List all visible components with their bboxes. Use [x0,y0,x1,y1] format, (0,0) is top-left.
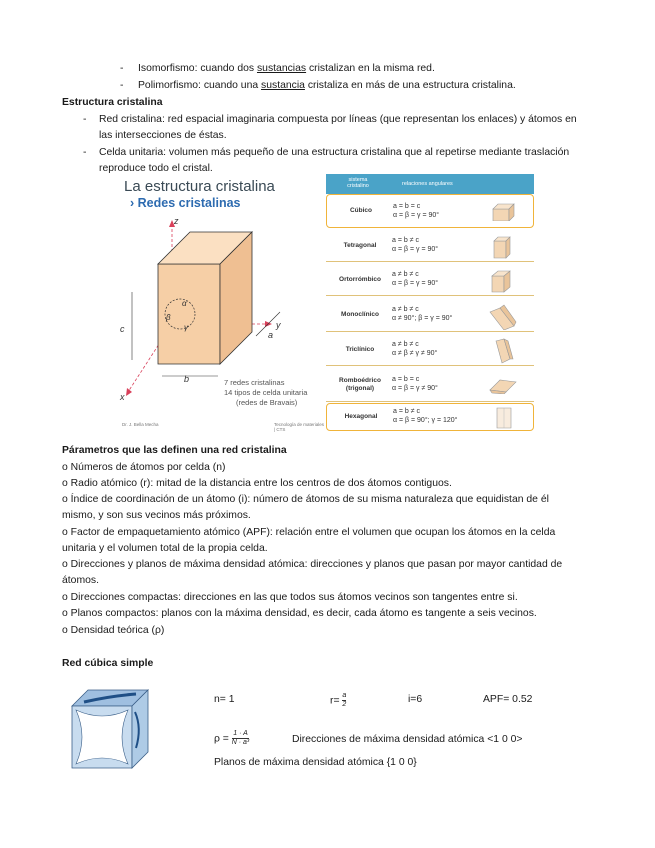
axis-z-label: z [174,216,179,226]
table-row [326,368,534,402]
row-relation [392,236,438,254]
bullet-dash: - [120,63,124,74]
subtitle-text: Redes cristalinas [137,196,241,210]
r-fraction [342,692,346,709]
max-density-planes: Planos de máxima densidad atómica {1 0 0} [214,757,417,768]
max-density-directions: Direcciones de máxima densidad atómica <1 0 0> [292,734,523,745]
table-row [326,298,534,332]
row-system-name: Monoclínico [341,311,379,318]
simple-cubic-cell-image [70,688,150,770]
param-item-n: o Números de átomos por celda (n) [62,462,226,473]
axis-x-label: x [120,392,125,402]
rel-text: α = β = 90°; γ = 120° [393,417,458,424]
rho-numerator: 1 · A [233,730,248,737]
rel-text: α = β = γ = 90° [392,246,439,253]
r-numerator: a [342,692,347,699]
bullet-dash: - [120,80,124,91]
bullet-glyph: › [130,196,135,210]
unit-cell-panel [118,174,326,432]
row-relation [392,270,438,288]
sustancia-link[interactable]: sustancia [261,80,305,91]
rhombohedral-shape-icon [488,374,518,394]
rho-denominator: N · a³ [231,739,250,746]
name-text: (trigonal) [345,385,375,392]
rho-fraction [232,730,250,747]
crystal-structure-figure [118,174,534,432]
header-col-system [330,177,386,189]
param-item-i-line2: mismo, y son sus vecinos más próximos. [62,510,251,521]
text: Isomorfismo: cuando dos [138,63,257,74]
simple-cubic-title: Red cúbica simple [62,658,154,669]
axis-y-label: y [276,320,281,330]
edge-a-label: a [268,330,274,340]
rel-text: a ≠ b ≠ c [392,271,419,278]
rel-text: a = b ≠ c [393,408,420,415]
text: cristaliza en más de una estructura cristalina. [304,80,516,91]
bravais-note [224,378,307,408]
row-system-name: Triclínico [345,346,375,353]
rel-text: a = b ≠ c [392,237,419,244]
r-prefix: r= [330,695,340,707]
polimorfismo-line [138,79,516,93]
param-item-density: o Densidad teórica (ρ) [62,625,165,636]
i-value: i=6 [408,694,423,705]
params-title: Párametros que las definen una red cristalina [62,445,287,456]
row-system-name: Tetragonal [343,242,377,249]
celda-unitaria-line2: reproduce todo el cristal. [99,163,213,174]
rel-text: α ≠ β ≠ γ ≠ 90° [392,350,438,357]
note-line: (redes de Bravais) [236,398,298,407]
text: Polimorfismo: cuando una [138,80,262,91]
row-system-name: Ortorrómbico [339,276,381,283]
edge-c-label: c [120,324,125,334]
header-text: sistema [348,177,368,183]
rel-text: α = β = γ = 90° [393,212,440,219]
row-relation [393,407,457,425]
row-relation [392,305,452,323]
figure-footer-left: Dr. J. Bella Mecha [122,422,159,427]
cubic-shape-icon [489,201,519,221]
row-relation [392,375,438,393]
rel-text: α ≠ 90°; β = γ = 90° [392,315,453,322]
param-item-r: o Radio atómico (r): mitad de la distancia entre los centros de dos átomos contiguos. [62,478,452,489]
text: cristalizan en la misma red. [306,63,435,74]
section-title-estructura: Estructura cristalina [62,97,163,108]
monoclinic-shape-icon [488,302,518,330]
angle-gamma-label: γ [184,323,188,332]
note-line: 7 redes cristalinas [224,378,285,387]
rel-text: a ≠ b ≠ c [392,306,419,313]
table-row [326,334,534,366]
celda-unitaria-line1: Celda unitaria: volumen más pequeño de una estructura cristalina que al repetirse mediante traslación [99,147,570,158]
orthorhombic-shape-icon [488,268,518,294]
row-system-name: Hexagonal [344,413,378,420]
rel-text: α = β = γ = 90° [392,280,439,287]
table-row [326,230,534,262]
angle-beta-label: β [166,313,171,322]
hexagonal-shape-icon [489,406,519,430]
param-item-apf-line1: o Factor de empaquetamiento atómico (APF): relación entre el volumen que ocupan los átomos en la celda [62,527,556,538]
rel-text: α = β = γ ≠ 90° [392,385,438,392]
table-row [326,403,534,431]
figure-title: La estructura cristalina [124,178,275,195]
table-row [326,194,534,228]
param-item-dirs-line2: átomos. [62,575,99,586]
param-item-compact-dirs: o Direcciones compactas: direcciones en las que todos sus átomos vecinos son tangentes entre si. [62,592,518,603]
name-text: Romboédrico [339,377,381,384]
isomorfismo-line [138,62,435,76]
table-row [326,264,534,296]
figure-footer-right: Tecnología de materiales | CTS [274,422,325,432]
rho-prefix: ρ = [214,733,229,745]
red-cristalina-line2: las intersecciones de éstas. [99,130,227,141]
red-cristalina-line1: Red cristalina: red espacial imaginaria compuesta por líneas (que representan los enlaces) y átomos en [99,114,577,125]
table-header [326,174,534,194]
sustancias-link[interactable]: sustancias [256,63,307,74]
r-value [330,692,346,709]
header-text: cristalino [347,183,369,189]
row-system-name: Cúbico [349,207,373,214]
rel-text: a = b = c [393,203,421,210]
rho-formula [214,730,249,747]
angle-alpha-label: α [182,299,187,308]
note-line: 14 tipos de celda unitaria [224,388,308,397]
rel-text: a = b = c [392,376,420,383]
row-relation [392,340,437,358]
param-item-i-line1: o Índice de coordinación de un átomo (i): número de átomos de su misma naturaleza que equidistan de él [62,494,549,505]
row-system-name [330,377,390,393]
row-relation [393,202,439,220]
n-value: n= 1 [214,694,235,705]
bullet-dash: - [83,114,87,125]
rel-text: a ≠ b ≠ c [392,341,419,348]
header-col-relations: relaciones angulares [402,181,453,187]
apf-value: APF= 0.52 [483,694,533,705]
param-item-dirs-line1: o Direcciones y planos de máxima densidad atómica: direcciones y planos que pasan por mayor cantidad de [62,559,563,570]
tetragonal-shape-icon [488,234,518,260]
crystal-systems-table [326,174,534,432]
triclinic-shape-icon [488,337,518,365]
param-item-apf-line2: unitaria y el volumen total de la propia celda. [62,543,268,554]
param-item-compact-planes: o Planos compactos: planos con la máxima densidad, es decir, cada átomo es tangente a seis vecinos. [62,608,537,619]
edge-b-label: b [184,374,190,384]
r-denominator: 2 [342,701,347,708]
bullet-dash: - [83,147,87,158]
